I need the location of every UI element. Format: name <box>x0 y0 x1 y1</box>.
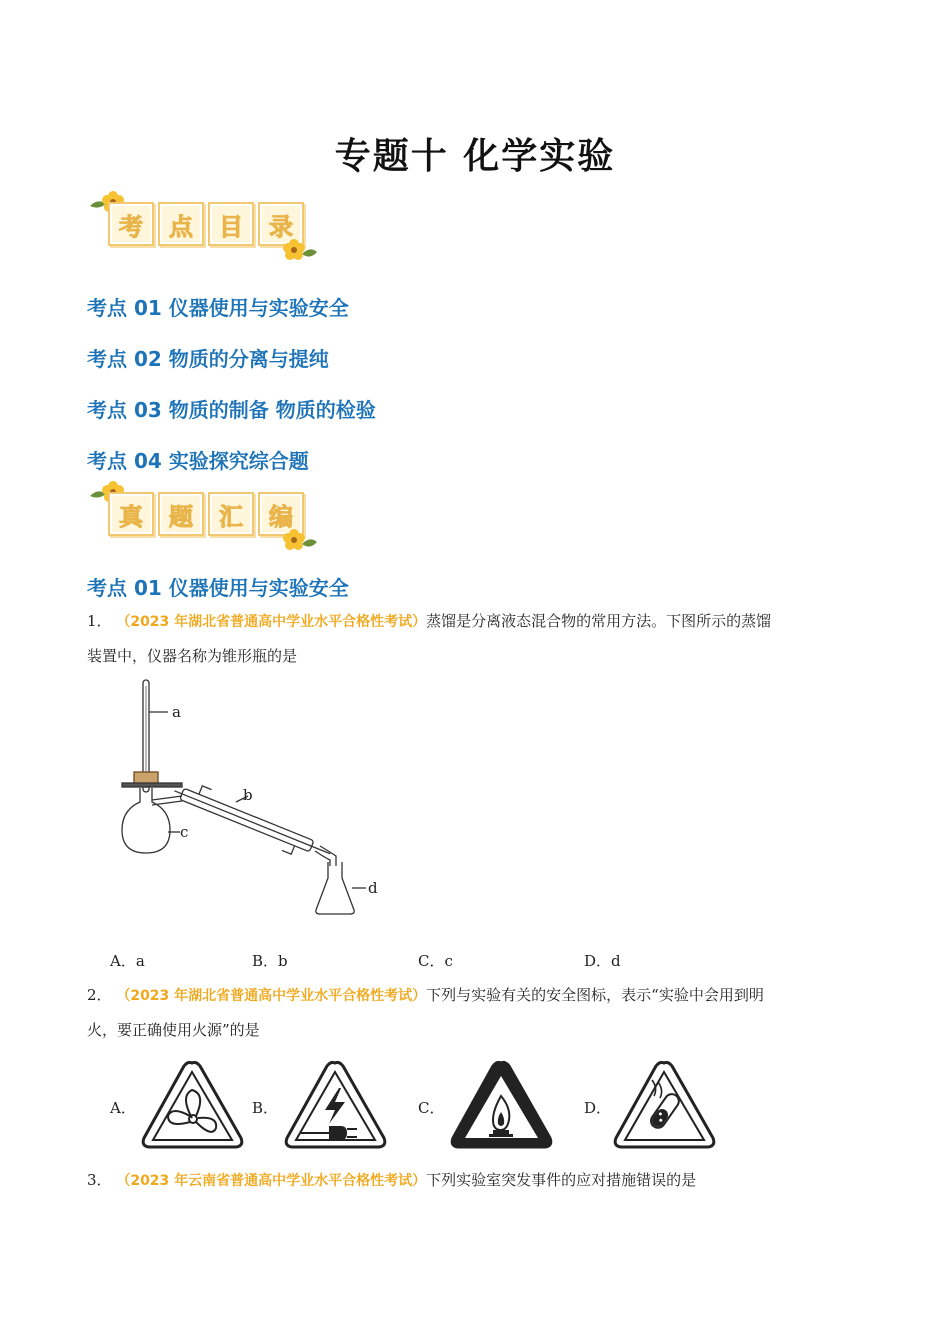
label-c: c <box>180 823 189 841</box>
question-number: 1． <box>87 612 112 630</box>
flame-icon[interactable] <box>449 1058 554 1152</box>
question-3 <box>87 1163 857 1198</box>
question-text: 下列实验室突发事件的应对措施错误的是 <box>426 1171 697 1189</box>
question-source: （2023 年湖北省普通高中学业水平合格性考试） <box>116 988 427 1004</box>
toc-item-02[interactable]: 考点 02 物质的分离与提纯 <box>87 347 329 371</box>
banner-char: 真 <box>108 492 154 536</box>
question-2 <box>87 978 857 1047</box>
page-title: 专题十 化学实验 <box>334 136 616 177</box>
question-number: 2． <box>87 986 112 1004</box>
banner-char: 录 <box>258 202 304 246</box>
question-text: 火，要正确使用火源”的是 <box>87 1021 260 1039</box>
question-1 <box>87 604 857 673</box>
option-b[interactable]: B．b <box>252 952 288 970</box>
distillation-flask <box>122 788 170 853</box>
question-number: 3． <box>87 1171 112 1189</box>
flower-icon <box>282 528 318 554</box>
banner-char: 编 <box>258 492 304 536</box>
label-b: b <box>243 786 253 804</box>
toc-item-01[interactable]: 考点 01 仪器使用与实验安全 <box>87 296 349 320</box>
exam-banner <box>88 480 318 550</box>
option-d[interactable]: D．d <box>584 952 621 970</box>
fan-icon[interactable] <box>140 1058 245 1152</box>
question-text: 装置中，仪器名称为锥形瓶的是 <box>87 647 298 665</box>
electric-plug-icon[interactable] <box>283 1058 388 1152</box>
option-d[interactable]: D． <box>584 1099 612 1117</box>
toc-banner <box>88 190 318 260</box>
banner-char: 考 <box>108 202 154 246</box>
option-c[interactable]: C．c <box>418 952 453 970</box>
option-c[interactable]: C． <box>418 1099 445 1117</box>
question-source: （2023 年湖北省普通高中学业水平合格性考试） <box>116 614 427 630</box>
banner-char: 点 <box>158 202 204 246</box>
toc-item-03[interactable]: 考点 03 物质的制备 物质的检验 <box>87 398 376 422</box>
question-source: （2023 年云南省普通高中学业水平合格性考试） <box>116 1173 427 1189</box>
section-heading: 考点 01 仪器使用与实验安全 <box>87 576 349 600</box>
distillation-apparatus <box>110 676 390 921</box>
banner-char: 汇 <box>208 492 254 536</box>
option-b[interactable]: B． <box>252 1099 279 1117</box>
option-a[interactable]: A．a <box>110 952 145 970</box>
flower-icon <box>282 238 318 264</box>
banner-char: 题 <box>158 492 204 536</box>
hot-test-tube-icon[interactable] <box>612 1058 717 1152</box>
banner-char: 目 <box>208 202 254 246</box>
label-d: d <box>368 879 378 897</box>
label-a: a <box>172 703 181 721</box>
question-text: 蒸馏是分离液态混合物的常用方法。下图所示的蒸馏 <box>426 612 772 630</box>
toc-item-04[interactable]: 考点 04 实验探究综合题 <box>87 449 309 473</box>
option-a[interactable]: A． <box>110 1099 136 1117</box>
question-text: 下列与实验有关的安全图标，表示“实验中会用到明 <box>426 986 764 1004</box>
conical-flask <box>316 862 354 914</box>
